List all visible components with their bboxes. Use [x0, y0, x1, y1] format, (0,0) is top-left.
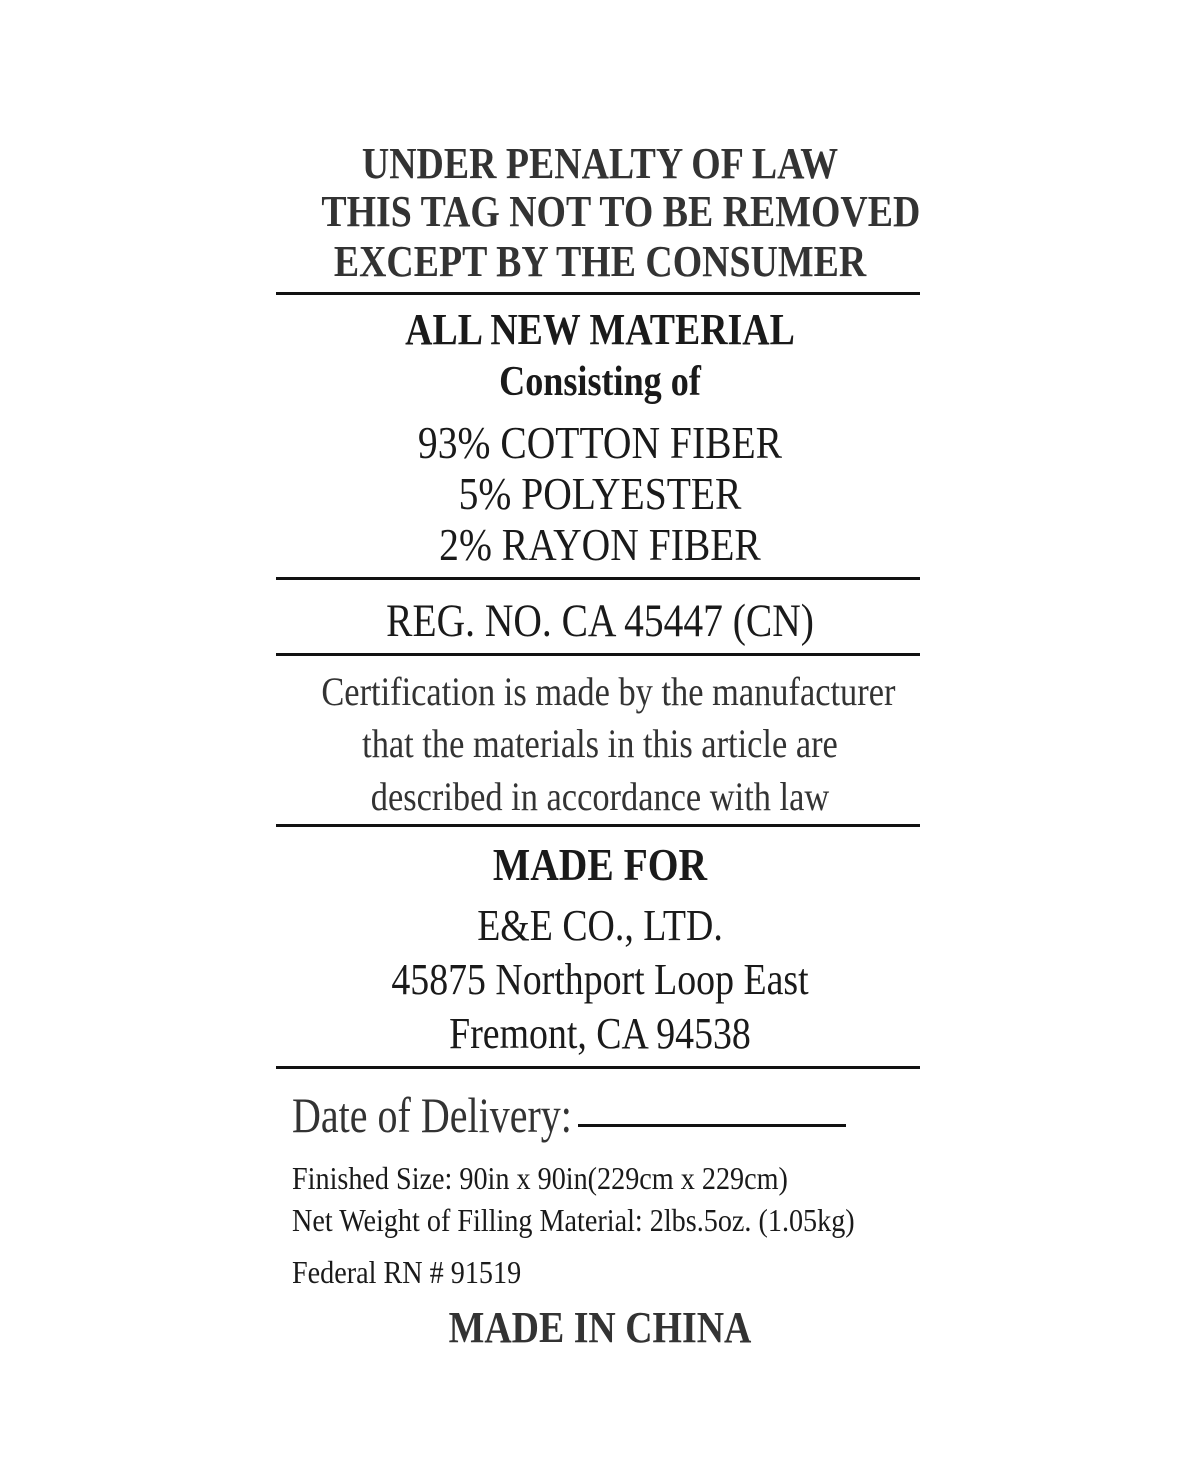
federal-rn: Federal RN # 91519	[292, 1254, 522, 1290]
divider-5	[276, 1066, 920, 1069]
date-of-delivery-blank	[578, 1124, 846, 1127]
registration-number: REG. NO. CA 45447 (CN)	[386, 595, 814, 647]
country-of-origin: MADE IN CHINA	[448, 1303, 752, 1352]
divider-1	[276, 292, 920, 295]
divider-2	[276, 577, 920, 580]
divider-3	[276, 653, 920, 656]
warning-line-3: EXCEPT BY THE CONSUMER	[333, 237, 867, 286]
warning-line-1: UNDER PENALTY OF LAW	[361, 139, 839, 188]
city-address: Fremont, CA 94538	[449, 1009, 751, 1058]
date-of-delivery-label: Date of Delivery:	[292, 1087, 572, 1143]
certification-line-2: that the materials in this article are	[362, 721, 838, 766]
company-name: E&E CO., LTD.	[477, 901, 723, 950]
consisting-label: Consisting of	[499, 359, 701, 405]
material-item-polyester: 5% POLYESTER	[458, 468, 742, 519]
divider-4	[276, 824, 920, 827]
material-item-cotton: 93% COTTON FIBER	[417, 417, 783, 468]
made-for-heading: MADE FOR	[492, 839, 708, 890]
material-heading: ALL NEW MATERIAL	[405, 305, 795, 354]
finished-size: Finished Size: 90in x 90in(229cm x 229cm)	[292, 1160, 788, 1196]
street-address: 45875 Northport Loop East	[391, 955, 809, 1004]
warning-line-2: THIS TAG NOT TO BE REMOVED	[321, 187, 921, 236]
net-weight: Net Weight of Filling Material: 2lbs.5oz. (1.05kg)	[292, 1202, 855, 1238]
certification-line-1: Certification is made by the manufacturer	[321, 669, 896, 714]
law-tag	[276, 0, 924, 1467]
material-item-rayon: 2% RAYON FIBER	[439, 519, 761, 570]
certification-line-3: described in accordance with law	[370, 774, 830, 819]
